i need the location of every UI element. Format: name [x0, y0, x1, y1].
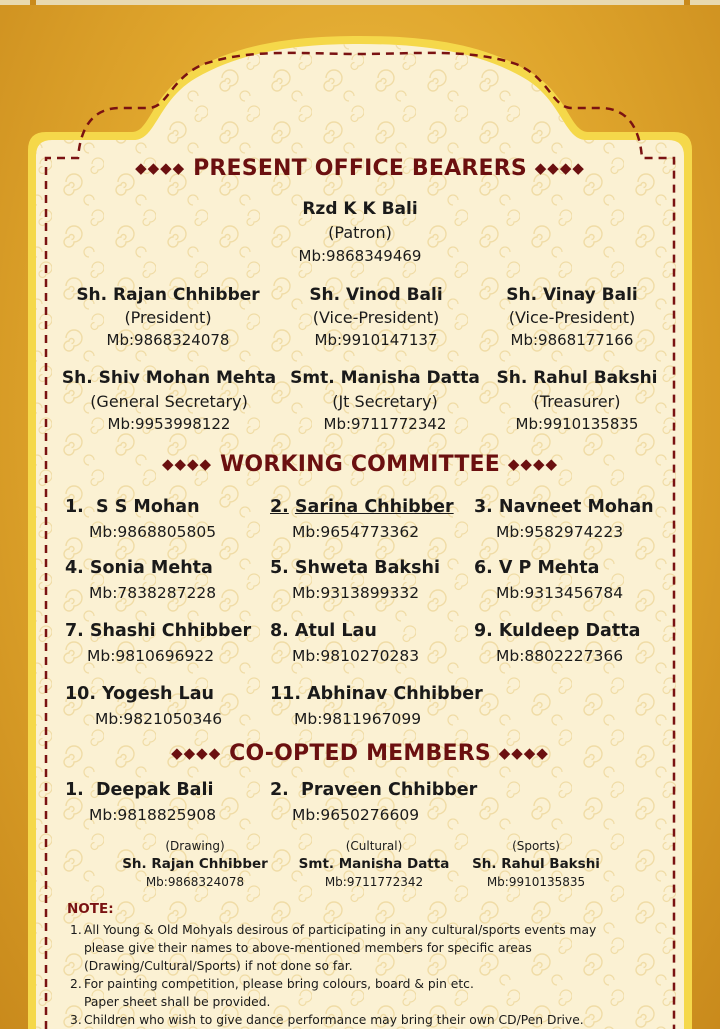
office-bearer-mobile: Mb:9953998122 [107, 415, 231, 433]
member-mobile: Mb:9821050346 [95, 710, 223, 728]
member-mobile: Mb:9811967099 [294, 710, 422, 728]
committee-member [270, 621, 419, 665]
office-bearer [462, 285, 682, 349]
committee-member [65, 684, 222, 728]
office-bearer-role: (Jt Secretary) [332, 392, 438, 411]
member-number: 3. [474, 497, 493, 517]
note-item [70, 921, 670, 975]
office-bearers-heading [0, 156, 720, 181]
member-mobile: Mb:9868805805 [89, 523, 217, 541]
area-label: (Sports) [512, 839, 560, 853]
area-contact-mobile: Mb:9910135835 [486, 875, 586, 889]
patron-role: (Patron) [328, 223, 392, 242]
member-mobile: Mb:8802227366 [496, 647, 624, 665]
note-number: 1. [70, 923, 82, 937]
member-number: 6. [474, 558, 493, 578]
member-number: 10. [65, 684, 97, 704]
note-line: Children who wish to give dance performance may bring their own CD/Pen Drive. [84, 1013, 584, 1027]
area-contact-name: Sh. Rajan Chhibber [122, 856, 268, 872]
office-bearer-name: Sh. Rahul Bakshi [496, 368, 658, 388]
note-item [70, 975, 670, 1011]
patron-mobile: Mb:9868349469 [298, 247, 422, 265]
member-mobile: Mb:9818825908 [89, 806, 217, 824]
office-bearers-title: PRESENT OFFICE BEARERS [193, 156, 527, 181]
diamonds-left: ◆◆◆◆ [171, 744, 222, 762]
office-bearer-role: (President) [124, 308, 212, 327]
office-bearer [58, 368, 280, 433]
member-name: Atul Lau [294, 621, 377, 641]
member-mobile: Mb:9654773362 [292, 523, 420, 541]
member-mobile: Mb:9313456784 [496, 584, 624, 602]
note-line: All Young & Old Mohyals desirous of participating in any cultural/sports events may [84, 923, 597, 937]
office-bearer-role: (General Secretary) [90, 392, 248, 411]
member-name: Sonia Mehta [89, 558, 213, 578]
area-contact [110, 839, 280, 889]
note-list [70, 921, 670, 1029]
committee-member [270, 684, 483, 728]
note-line: (Drawing/Cultural/Sports) if not done so far. [84, 959, 353, 973]
office-bearer-role: (Vice-President) [312, 308, 440, 327]
member-mobile: Mb:9313899332 [292, 584, 420, 602]
office-bearer-role: (Vice-President) [508, 308, 636, 327]
working-committee-title: WORKING COMMITTEE [219, 452, 501, 477]
note-line: For painting competition, please bring colours, board & pin etc. [84, 977, 474, 991]
note-number: 2. [70, 977, 82, 991]
member-mobile: Mb:9810270283 [292, 647, 420, 665]
office-bearer-mobile: Mb:9910135835 [515, 415, 639, 433]
office-bearer-name: Sh. Rajan Chhibber [76, 285, 260, 305]
office-bearer-name: Sh. Vinod Bali [309, 285, 443, 305]
member-name: Shashi Chhibber [89, 621, 252, 641]
patron-name: Rzd K K Bali [302, 199, 418, 219]
committee-member [270, 558, 440, 602]
member-name: Shweta Bakshi [294, 558, 440, 578]
office-bearer [58, 285, 278, 349]
office-bearer-name: Sh. Shiv Mohan Mehta [61, 368, 277, 388]
committee-member [65, 558, 216, 602]
note-number: 3. [70, 1013, 82, 1027]
office-bearer [266, 285, 486, 349]
member-name: Praveen Chhibber [301, 780, 478, 800]
member-mobile: Mb:9582974223 [496, 523, 624, 541]
patron-block [260, 199, 460, 265]
note-item [70, 1011, 670, 1029]
committee-member [474, 621, 640, 665]
office-bearer-mobile: Mb:9910147137 [314, 331, 438, 349]
committee-member [474, 558, 623, 602]
committee-member [65, 621, 251, 665]
member-number: 7. [65, 621, 84, 641]
member-number: 4. [65, 558, 84, 578]
office-bearer-name: Smt. Manisha Datta [290, 368, 480, 388]
member-number: 8. [270, 621, 289, 641]
member-number: 11. [270, 684, 302, 704]
committee-member [65, 497, 216, 541]
member-name: S S Mohan [96, 497, 200, 517]
diamonds-right: ◆◆◆◆ [498, 744, 549, 762]
co-opted-heading [0, 741, 720, 766]
member-number: 1. [65, 780, 84, 800]
diamonds-left: ◆◆◆◆ [135, 159, 186, 177]
member-mobile: Mb:7838287228 [89, 584, 217, 602]
co-opted-title: CO-OPTED MEMBERS [229, 741, 491, 766]
area-contact [451, 839, 621, 889]
member-name: Kuldeep Datta [498, 621, 641, 641]
office-bearer [467, 368, 687, 433]
area-contact-name: Smt. Manisha Datta [298, 856, 450, 872]
member-number: 5. [270, 558, 289, 578]
note-line: Paper sheet shall be provided. [84, 995, 271, 1009]
diamonds-left: ◆◆◆◆ [161, 455, 213, 473]
area-contact-mobile: Mb:9868324078 [145, 875, 245, 889]
member-name: Deepak Bali [96, 780, 214, 800]
member-mobile: Mb:9810696922 [87, 647, 215, 665]
committee-member [270, 497, 454, 541]
area-contact-mobile: Mb:9711772342 [324, 875, 424, 889]
member-number: 2. [270, 497, 289, 517]
member-number: 9. [474, 621, 493, 641]
note-title: NOTE: [67, 901, 114, 917]
member-name: Sarina Chhibber [294, 497, 454, 517]
area-label: (Cultural) [345, 839, 403, 853]
area-contact-name: Sh. Rahul Bakshi [472, 856, 600, 872]
co-opted-member [65, 780, 216, 824]
office-bearer-mobile: Mb:9868324078 [106, 331, 230, 349]
diamonds-right: ◆◆◆◆ [534, 159, 585, 177]
member-mobile: Mb:9650276609 [292, 806, 420, 824]
member-number: 2. [270, 780, 289, 800]
member-name: V P Mehta [498, 558, 600, 578]
office-bearer [275, 368, 495, 433]
diamonds-right: ◆◆◆◆ [507, 455, 559, 473]
office-bearer-mobile: Mb:9868177166 [510, 331, 634, 349]
office-bearer-name: Sh. Vinay Bali [506, 285, 638, 305]
office-bearer-mobile: Mb:9711772342 [323, 415, 447, 433]
member-name: Yogesh Lau [102, 684, 214, 704]
committee-member [474, 497, 654, 541]
member-number: 1. [65, 497, 84, 517]
member-name: Abhinav Chhibber [307, 684, 483, 704]
office-bearer-role: (Treasurer) [533, 392, 621, 411]
area-contact [289, 839, 459, 889]
member-name: Navneet Mohan [498, 497, 654, 517]
note-line: please give their names to above-mentioned members for specific areas [84, 941, 532, 955]
working-committee-heading [0, 452, 720, 477]
co-opted-member [270, 780, 477, 824]
area-label: (Drawing) [165, 839, 225, 853]
